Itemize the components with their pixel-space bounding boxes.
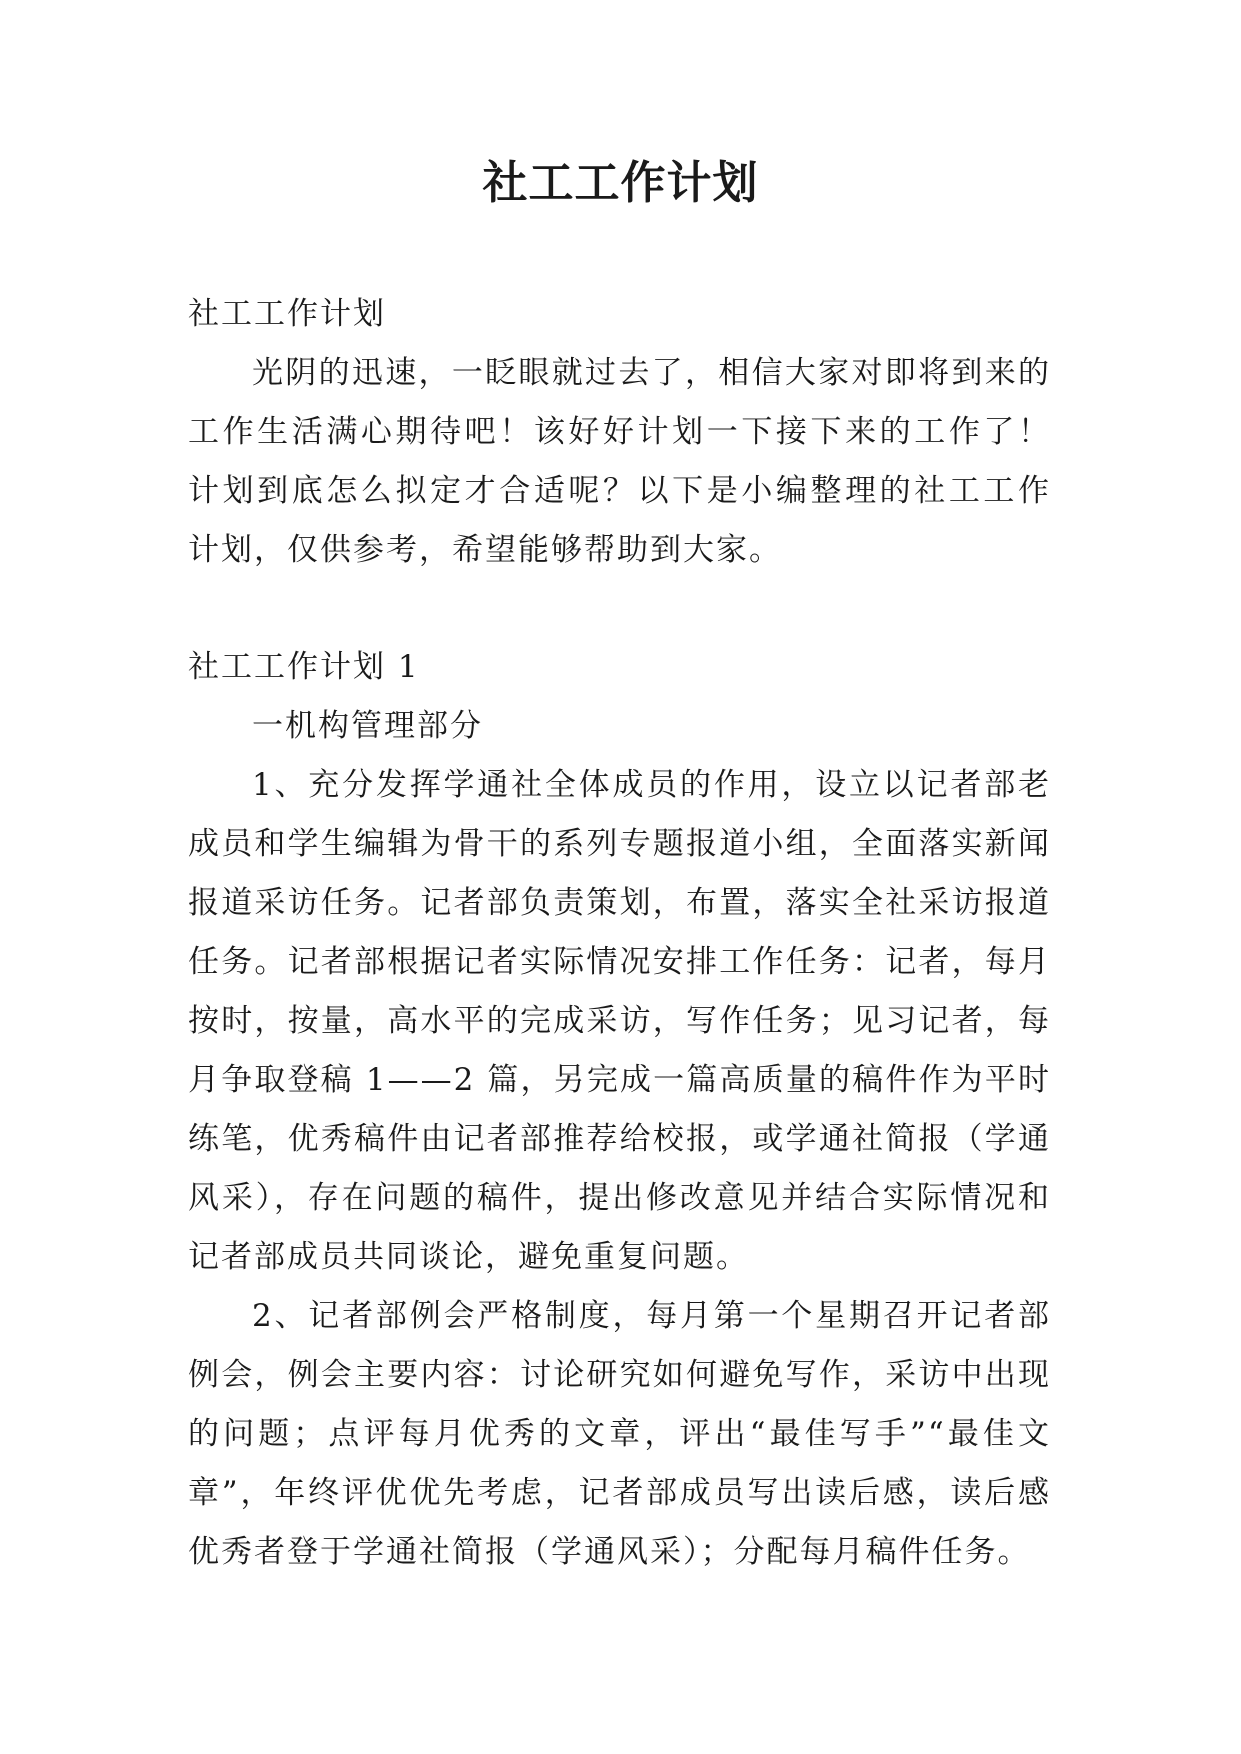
intro-line: 计划到底怎么拟定才合适呢？以下是小编整理的社工工作	[188, 473, 1051, 509]
paragraph-line: 1、充分发挥学通社全体成员的作用，设立以记者部老	[252, 767, 1051, 803]
intro-line: 光阴的迅速，一眨眼就过去了，相信大家对即将到来的	[252, 355, 1051, 391]
section-spacer	[188, 580, 1051, 638]
paragraph-line: 风采），存在问题的稿件，提出修改意见并结合实际情况和	[188, 1180, 1051, 1216]
paragraph-line: 练笔，优秀稿件由记者部推荐给校报，或学通社简报（学通	[188, 1121, 1051, 1157]
paragraph-line: 例会，例会主要内容：讨论研究如何避免写作，采访中出现	[188, 1357, 1051, 1393]
paragraph-line: 任务。记者部根据记者实际情况安排工作任务：记者，每月	[188, 944, 1051, 980]
paragraph-line: 2、记者部例会严格制度，每月第一个星期召开记者部	[252, 1298, 1051, 1334]
paragraph-line: 报道采访任务。记者部负责策划，布置，落实全社采访报道	[188, 885, 1051, 921]
paragraph-line: 的问题；点评每月优秀的文章，评出“最佳写手”“最佳文	[188, 1416, 1051, 1452]
paragraph-line: 月争取登稿 1——2 篇，另完成一篇高质量的稿件作为平时	[188, 1062, 1051, 1098]
paragraph-line: 按时，按量，高水平的完成采访，写作任务；见习记者，每	[188, 1003, 1051, 1039]
intro-line: 工作生活满心期待吧！该好好计划一下接下来的工作了！	[188, 414, 1051, 450]
part-heading: 一机构管理部分	[252, 708, 483, 744]
intro-line: 计划，仅供参考，希望能够帮助到大家。	[188, 532, 782, 568]
paragraph-2	[188, 1287, 1051, 1582]
paragraph-line: 成员和学生编辑为骨干的系列专题报道小组，全面落实新闻	[188, 826, 1051, 862]
section-heading: 社工工作计划 1	[188, 649, 420, 685]
document-body	[188, 285, 1051, 1582]
document-title: 社工工作计划	[482, 156, 759, 209]
intro-paragraph	[188, 344, 1051, 580]
paragraph-line: 优秀者登于学通社简报（学通风采）；分配每月稿件任务。	[188, 1534, 1031, 1570]
paragraph-1	[188, 756, 1051, 1287]
subtitle: 社工工作计划	[188, 296, 386, 332]
paragraph-line: 章”，年终评优优先考虑，记者部成员写出读后感，读后感	[188, 1475, 1051, 1511]
paragraph-line: 记者部成员共同谈论，避免重复问题。	[188, 1239, 749, 1275]
